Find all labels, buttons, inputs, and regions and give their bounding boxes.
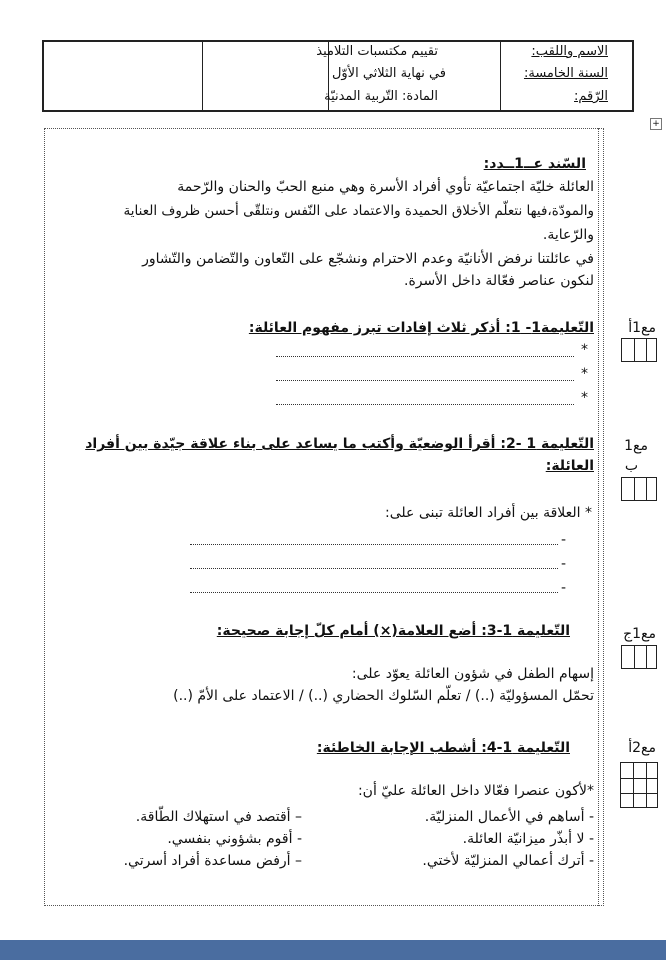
q2-instruction-line-2: العائلة:: [545, 458, 594, 474]
answer-line[interactable]: [276, 404, 574, 405]
q2-instruction-line-1: التّعليمة 1 -2: أقرأ الوضعيّة وأكتب ما يساعد على بناء علاقة جيّدة بين أفراد: [85, 436, 594, 452]
q4-left-item-2[interactable]: - أقوم بشؤوني بنفسي.: [167, 831, 302, 847]
title-line-3: المادة: التّربية المدنيّة: [324, 89, 438, 104]
score-grid[interactable]: [621, 477, 657, 501]
q4-right-item-2[interactable]: - لا أبذّر ميزانيّة العائلة.: [462, 831, 594, 847]
q2-dash-2: -: [560, 556, 566, 572]
header-center-cell: [202, 42, 328, 110]
q4-left-item-1[interactable]: – أقتصد في استهلاك الطّاقة.: [135, 809, 302, 825]
support-line-1: العائلة خليّة اجتماعيّة تأوي أفراد الأسرة وهي منبع الحبّ والحنان والرّحمة: [177, 179, 594, 195]
q1-bullet-1: *: [581, 342, 588, 358]
title-line-2: في نهاية الثلاثي الأوّل: [331, 66, 446, 81]
criterion-1b-letter: ب: [624, 458, 638, 474]
q2-dash-1: -: [560, 532, 566, 548]
q4-left-item-3[interactable]: – أرفض مساعدة أفراد أسرتي.: [123, 853, 302, 869]
answer-line[interactable]: [276, 380, 574, 381]
title-line-1: تقييم مكتسبات التلاميذ: [316, 44, 438, 59]
support-heading: السّند عــ1ــدد:: [483, 156, 586, 172]
criterion-2a: مع2أ: [628, 740, 656, 756]
q4-right-item-3[interactable]: - أترك أعمالي المنزليّة لأختي.: [422, 853, 594, 869]
class-label: السنة الخامسة:: [523, 66, 608, 81]
answer-line[interactable]: [190, 592, 558, 593]
q3-instruction: التّعليمة 1-3: أضع العلامة(×) أمام كلّ إجابة صحيحة:: [216, 623, 570, 639]
q3-prompt: إسهام الطفل في شؤون العائلة يعوّد على:: [351, 666, 594, 682]
number-label: الرّقم:: [574, 89, 608, 104]
answer-line[interactable]: [190, 544, 558, 545]
q2-prompt: * العلاقة بين أفراد العائلة تبنى على:: [385, 505, 592, 521]
answer-line[interactable]: [190, 568, 558, 569]
criterion-1a: مع1أ: [628, 320, 656, 336]
score-grid[interactable]: [621, 338, 657, 362]
footer-bar: [0, 940, 666, 960]
q1-instruction: التّعليمة1- 1: أذكر ثلاث إفادات تبرز مفهوم العائلة:: [248, 320, 594, 336]
support-line-4: في عائلتنا نرفض الأنانيّة وعدم الاحترام ونشجّع على التّعاون والتّضامن والتّشاور: [142, 251, 594, 267]
score-grid[interactable]: [621, 645, 657, 669]
q3-options: تحمّل المسؤوليّة (..) / تعلّم السّلوك الحضاري (..) / الاعتماد على الأمّ (..): [173, 688, 594, 704]
criterion-1b: مع1: [624, 438, 648, 454]
support-line-2: والمودّة،فيها نتعلّم الأخلاق الحميدة والاعتماد على النّفس ونتلقّى أحسن ظروف العناية: [123, 203, 594, 219]
support-line-5: لنكون عناصر فعّالة داخل الأسرة.: [404, 273, 594, 289]
support-line-3: والرّعاية.: [542, 227, 594, 243]
name-label: الاسم واللقب:: [531, 44, 608, 59]
q4-instruction: التّعليمة 1-4: أشطب الإجابة الخاطئة:: [316, 740, 570, 756]
score-grid[interactable]: [620, 762, 658, 808]
criterion-1c: مع1ج: [623, 626, 656, 642]
answer-line[interactable]: [276, 356, 574, 357]
expand-icon: +: [650, 118, 662, 130]
q1-bullet-3: *: [581, 390, 588, 406]
q4-right-item-1[interactable]: - أساهم في الأعمال المنزليّة.: [424, 809, 594, 825]
criteria-divider: [598, 128, 599, 906]
q1-bullet-2: *: [581, 366, 588, 382]
q4-prompt: *لأكون عنصرا فعّالا داخل العائلة عليّ أن:: [357, 783, 594, 799]
q2-dash-3: -: [560, 580, 566, 596]
